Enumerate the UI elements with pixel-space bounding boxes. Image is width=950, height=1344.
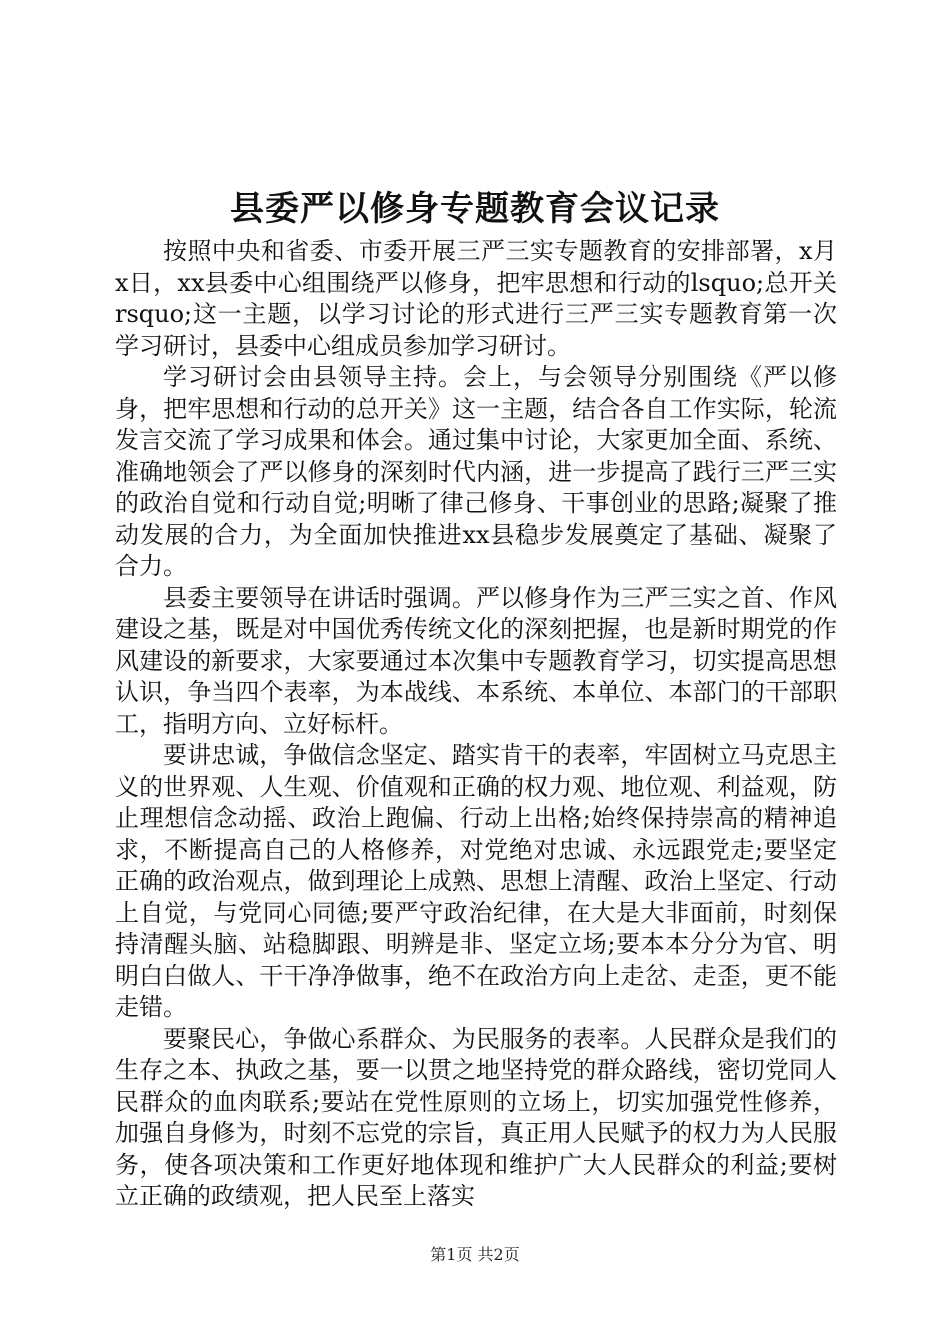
paragraph-4: 要讲忠诚，争做信念坚定、踏实肯干的表率，牢固树立马克思主义的世界观、人生观、价值观和正确的权力观、地位观、利益观，防止理想信念动摇、政治上跑偏、行动上出格;始终保持崇高的精神追求，不断提高自己的人格修养，对党绝对忠诚、永远跟党走;要坚定正确的政治观点，做到理论上成熟、思想上清醒、政治上坚定、行动上自觉，与党同心同德;要严守政治纪律，在大是大非面前，时刻保持清醒头脑、站稳脚跟、明辨是非、坚定立场;要本本分分为官、明明白白做人、干干净净做事，绝不在政治方向上走岔、走歪，更不能走错。: [115, 741, 837, 1021]
document-body: [115, 236, 837, 1210]
paragraph-5: 要聚民心，争做心系群众、为民服务的表率。人民群众是我们的生存之本、执政之基，要一以贯之地坚持党的群众路线，密切党同人民群众的血肉联系;要站在党性原则的立场上，切实加强党性修养，加强自身修为，时刻不忘党的宗旨，真正用人民赋予的权力为人民服务，使各项决策和工作更好地体现和维护广大人民群众的利益;要树立正确的政绩观，把人民至上落实: [115, 1024, 837, 1210]
document-title: 县委严以修身专题教育会议记录: [230, 189, 720, 229]
paragraph-2: 学习研讨会由县领导主持。会上，与会领导分别围绕《严以修身，把牢思想和行动的总开关》这一主题，结合各自工作实际，轮流发言交流了学习成果和体会。通过集中讨论，大家更加全面、系统、准确地领会了严以修身的深刻时代内涵，进一步提高了践行三严三实的政治自觉和行动自觉;明晰了律己修身、干事创业的思路;凝聚了推动发展的合力，为全面加快推进xx县稳步发展奠定了基础、凝聚了合力。: [115, 363, 837, 580]
page-footer: 第1页 共2页: [430, 1245, 520, 1264]
paragraph-1: 按照中央和省委、市委开展三严三实专题教育的安排部署，x月x日，xx县委中心组围绕严以修身，把牢思想和行动的lsquo;总开关rsquo;这一主题，以学习讨论的形式进行三严三实专题教育第一次学习研讨，县委中心组成员参加学习研讨。: [115, 237, 837, 360]
paragraph-3: 县委主要领导在讲话时强调。严以修身作为三严三实之首、作风建设之基，既是对中国优秀传统文化的深刻把握，也是新时期党的作风建设的新要求，大家要通过本次集中专题教育学习，切实提高思想认识，争当四个表率，为本战线、本系统、本单位、本部门的干部职工，指明方向、立好标杆。: [115, 583, 837, 738]
